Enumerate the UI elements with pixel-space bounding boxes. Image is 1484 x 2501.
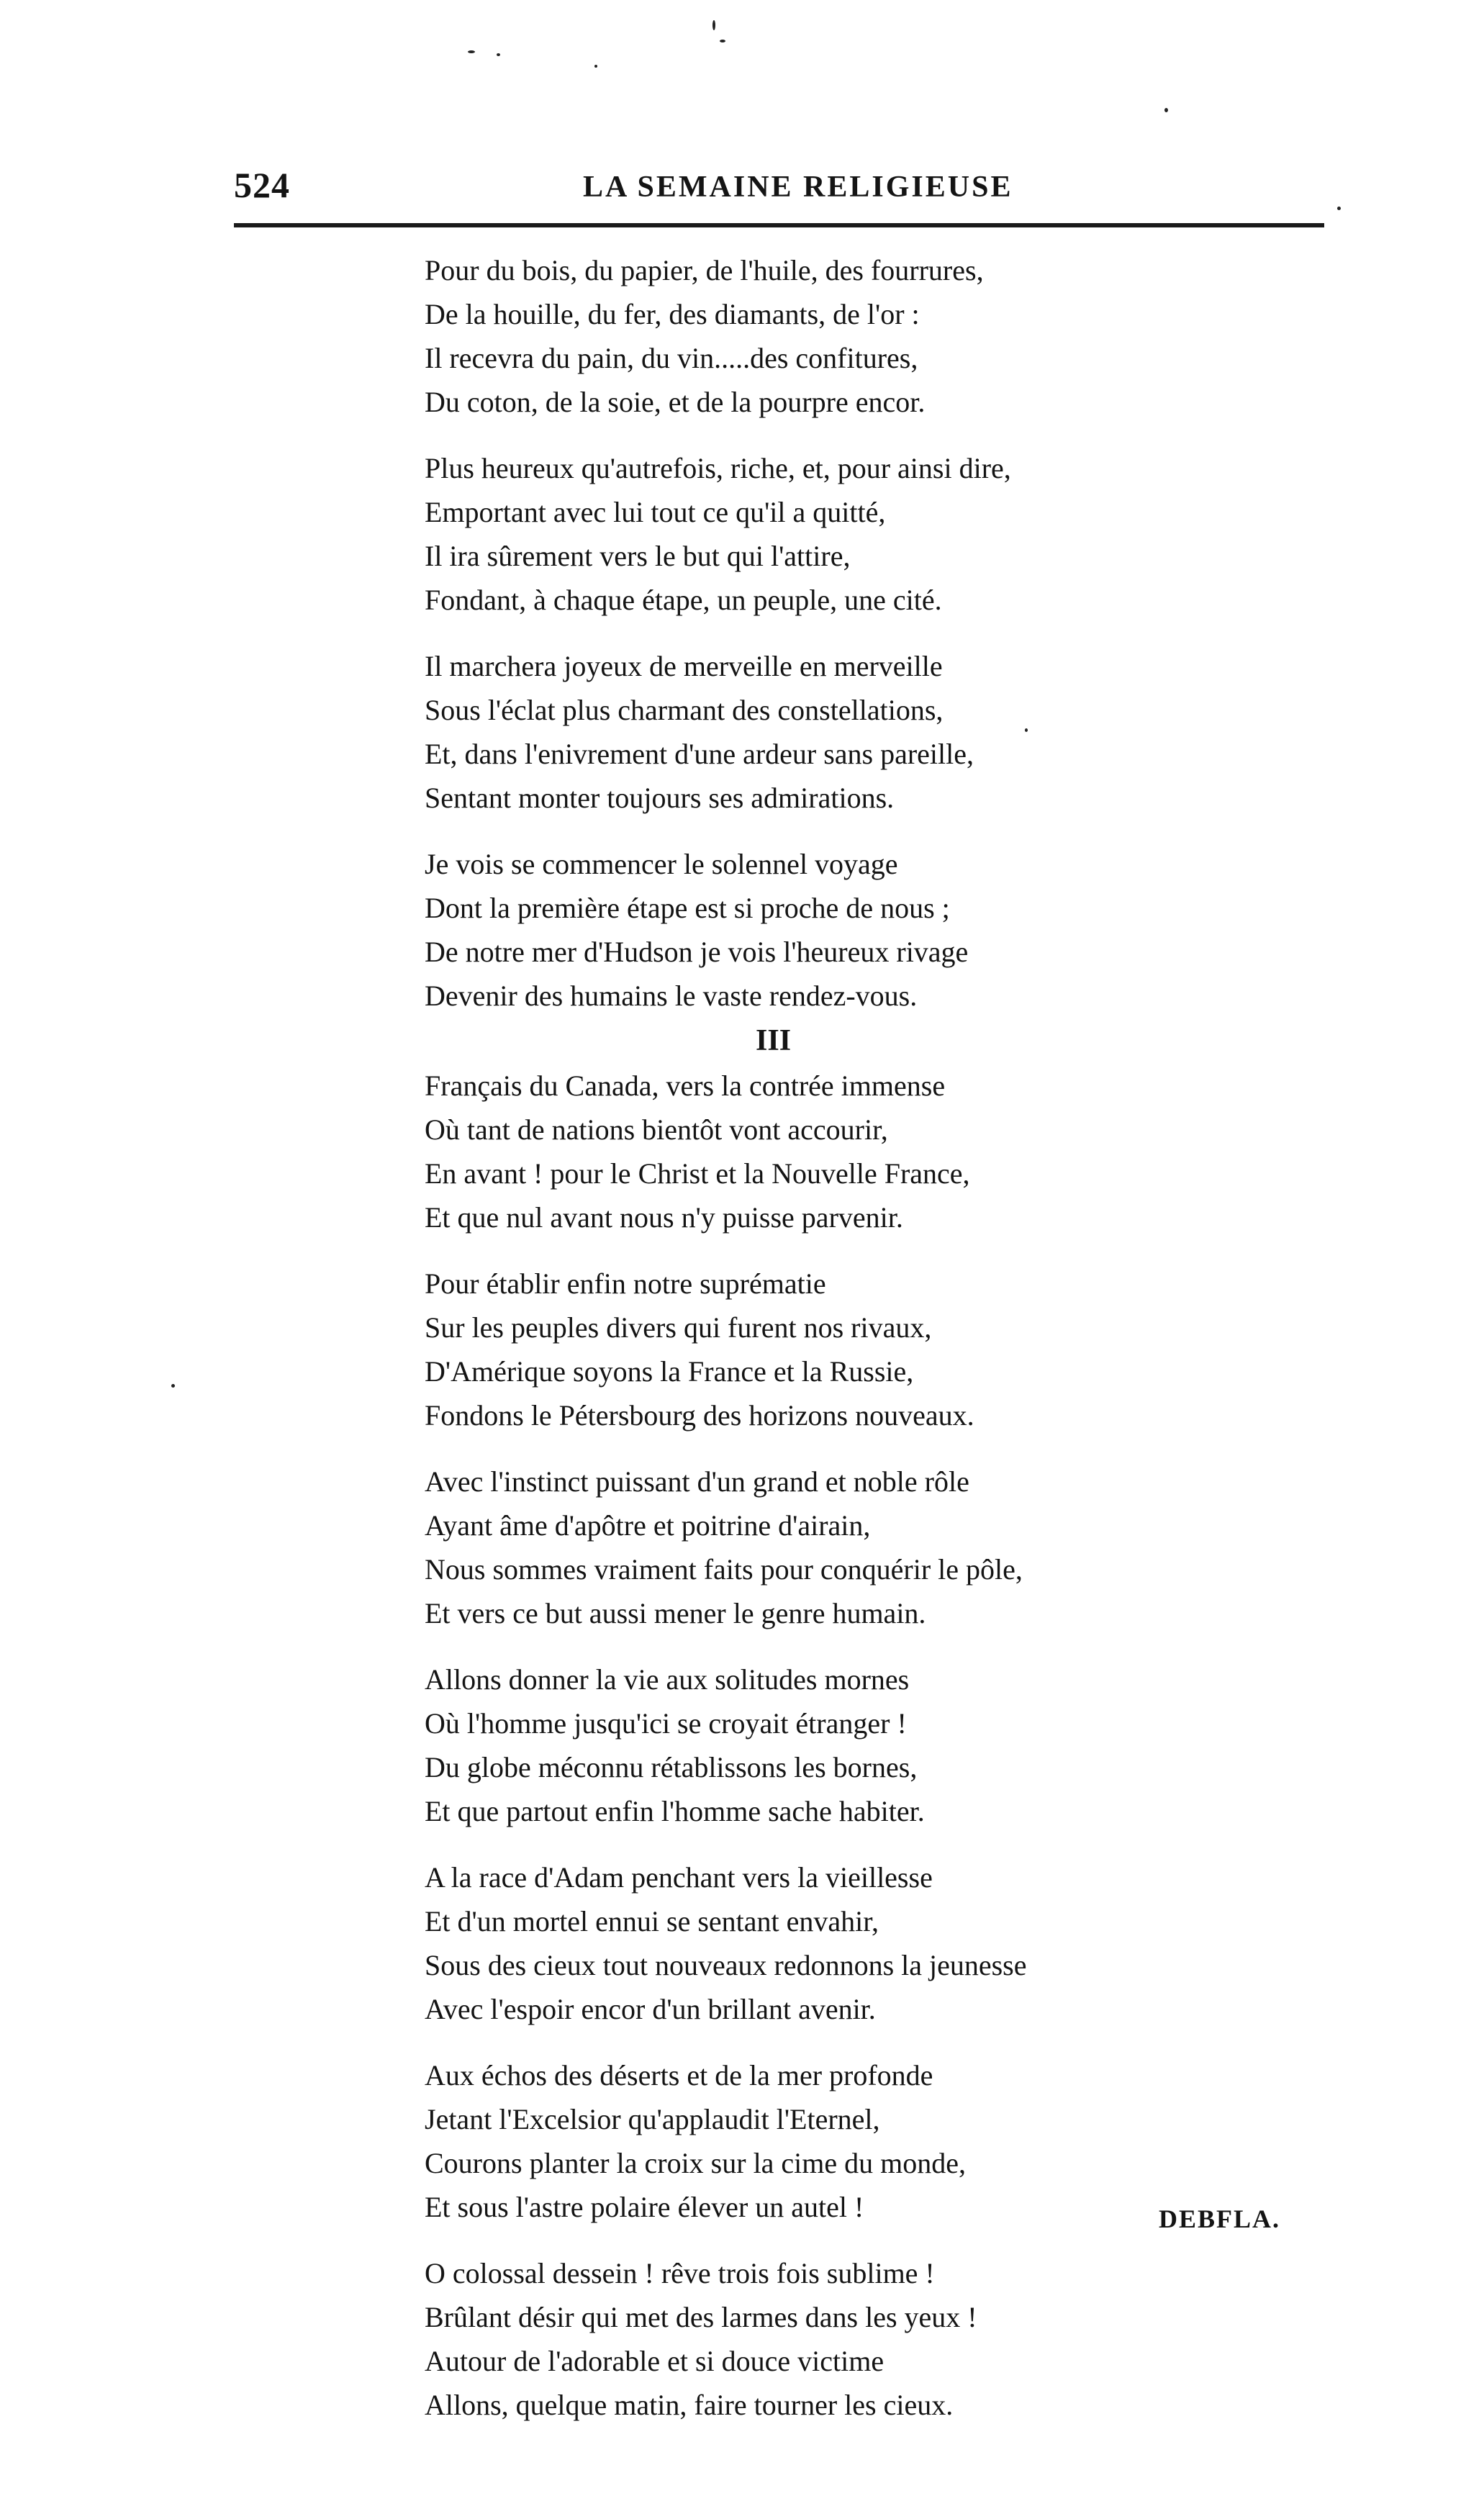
verse-line: Ayant âme d'apôtre et poitrine d'airain,	[425, 1509, 871, 1542]
poem	[425, 248, 1324, 2427]
verse-line: A la race d'Adam penchant vers la vieillesse	[425, 1861, 933, 1894]
verse-line: Allons, quelque matin, faire tourner les cieux.	[425, 2389, 954, 2421]
verse-line: Pour du bois, du papier, de l'huile, des fourrures,	[425, 254, 984, 286]
verse-line: Devenir des humains le vaste rendez-vous.	[425, 980, 918, 1012]
stanza	[425, 2053, 1324, 2229]
running-title: LA SEMAINE RELIGIEUSE	[583, 171, 1013, 204]
verse-line: O colossal dessein ! rêve trois fois sublime !	[425, 2257, 935, 2289]
verse-line: Courons planter la croix sur la cime du monde,	[425, 2147, 967, 2179]
verse-line: Il ira sûrement vers le but qui l'attire,	[425, 540, 851, 572]
page-number: 524	[234, 165, 290, 205]
verse-line: Sous l'éclat plus charmant des constellations,	[425, 694, 944, 726]
stanza	[425, 1460, 1324, 1635]
verse-line: Allons donner la vie aux solitudes mornes	[425, 1663, 910, 1696]
section-numeral: III	[756, 1024, 792, 1057]
verse-line: Aux échos des déserts et de la mer profonde	[425, 2059, 933, 2091]
verse-line: Plus heureux qu'autrefois, riche, et, pour ainsi dire,	[425, 452, 1011, 484]
verse-line: Du coton, de la soie, et de la pourpre encor.	[425, 386, 926, 418]
verse-line: En avant ! pour le Christ et la Nouvelle France,	[425, 1157, 970, 1190]
verse-line: Où tant de nations bientôt vont accourir,	[425, 1113, 888, 1146]
verse-line: Et sous l'astre polaire élever un autel !	[425, 2191, 864, 2223]
verse-line: Autour de l'adorable et si douce victime	[425, 2345, 884, 2377]
stanza	[425, 1657, 1324, 1833]
verse-line: Et, dans l'enivrement d'une ardeur sans pareille,	[425, 738, 974, 770]
stanza	[425, 1064, 1324, 1239]
verse-line: Fondant, à chaque étape, un peuple, une cité.	[425, 584, 942, 616]
verse-line: Brûlant désir qui met des larmes dans les yeux !	[425, 2301, 977, 2333]
verse-line: Il marchera joyeux de merveille en merveille	[425, 650, 943, 682]
verse-line: De la houille, du fer, des diamants, de l'or :	[425, 298, 920, 330]
verse-line: Avec l'espoir encor d'un brillant avenir.	[425, 1993, 876, 2025]
verse-line: Et que partout enfin l'homme sache habiter.	[425, 1795, 925, 1827]
stanza	[425, 842, 1324, 1018]
stanza	[425, 446, 1324, 622]
verse-line: Il recevra du pain, du vin.....des confitures,	[425, 342, 918, 374]
verse-line: Dont la première étape est si proche de nous ;	[425, 892, 950, 924]
verse-line: Et d'un mortel ennui se sentant envahir,	[425, 1905, 879, 1937]
verse-line: Pour établir enfin notre suprématie	[425, 1267, 826, 1300]
verse-line: Sous des cieux tout nouveaux redonnons la jeunesse	[425, 1949, 1027, 1981]
verse-line: Sentant monter toujours ses admirations.	[425, 782, 895, 814]
verse-line: Avec l'instinct puissant d'un grand et noble rôle	[425, 1465, 969, 1498]
verse-line: Sur les peuples divers qui furent nos rivaux,	[425, 1311, 932, 1344]
verse-line: Emportant avec lui tout ce qu'il a quitté,	[425, 496, 886, 528]
stanza	[425, 1262, 1324, 1437]
verse-line: Français du Canada, vers la contrée immense	[425, 1069, 946, 1102]
verse-line: De notre mer d'Hudson je vois l'heureux rivage	[425, 936, 969, 968]
verse-line: D'Amérique soyons la France et la Russie,	[425, 1355, 914, 1388]
verse-line: Fondons le Pétersbourg des horizons nouveaux.	[425, 1399, 974, 1432]
stanza	[425, 644, 1324, 820]
verse-line: Nous sommes vraiment faits pour conquérir le pôle,	[425, 1553, 1023, 1586]
header-rule	[234, 223, 1324, 227]
stanza	[425, 248, 1324, 424]
author-signature: DEBFLA.	[1159, 2204, 1281, 2233]
stanza	[425, 1855, 1324, 2031]
verse-line: Où l'homme jusqu'ici se croyait étranger !	[425, 1707, 907, 1740]
stanza	[425, 2251, 1324, 2427]
page-header	[234, 164, 1321, 214]
verse-line: Je vois se commencer le solennel voyage	[425, 848, 898, 880]
verse-line: Et vers ce but aussi mener le genre humain.	[425, 1597, 926, 1629]
verse-line: Jetant l'Excelsior qu'applaudit l'Eternel,	[425, 2103, 880, 2135]
verse-line: Et que nul avant nous n'y puisse parvenir.	[425, 1201, 903, 1234]
verse-line: Du globe méconnu rétablissons les bornes,	[425, 1751, 918, 1783]
